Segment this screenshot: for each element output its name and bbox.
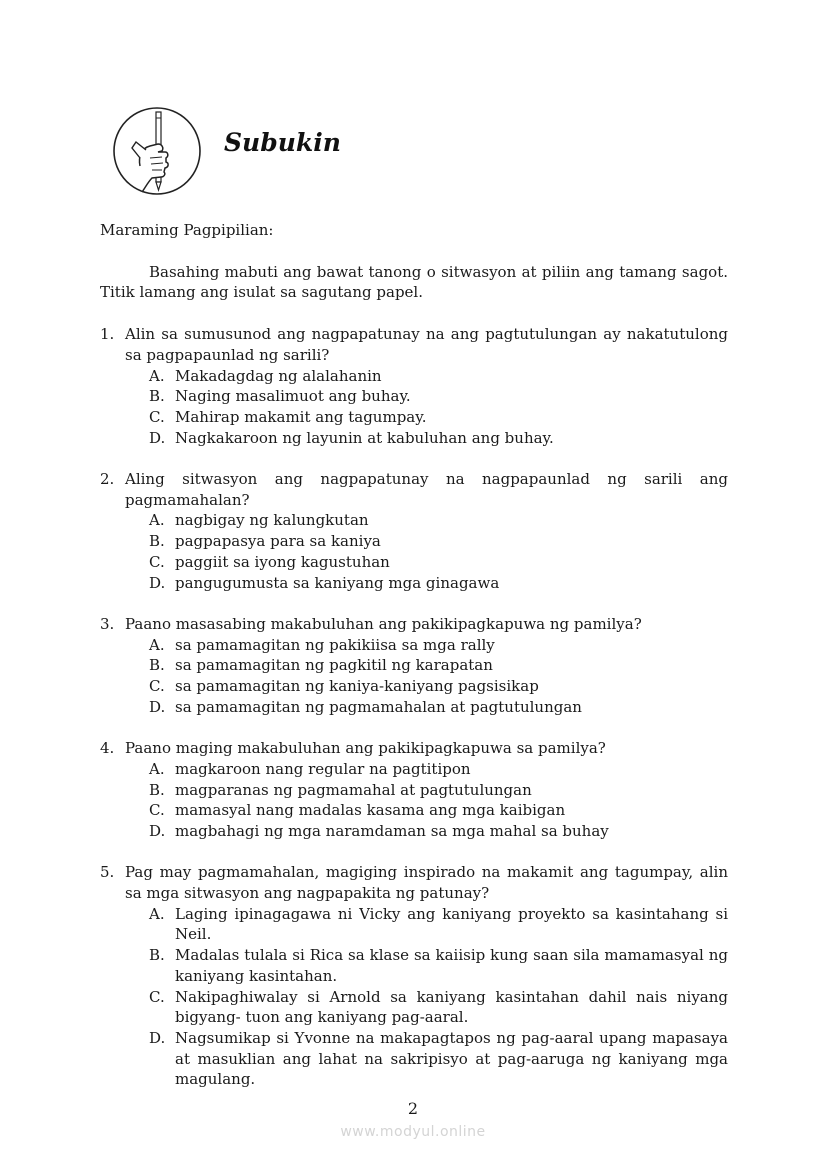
choice-letter: D. <box>149 1028 166 1047</box>
choice-letter: D. <box>149 428 166 447</box>
choice-item <box>100 945 728 986</box>
section-header <box>112 106 412 198</box>
choice-letter: B. <box>149 656 165 675</box>
question-text: Alin sa sumusunod ang nagpapatunay na ang pagtutulungan ay nakatutulong sa pagpapaunlad ng sarili? <box>125 325 728 364</box>
choice-item <box>100 531 728 552</box>
question-text: Pag may pagmamahalan, magiging inspirado na makamit ang tagumpay, alin sa mga sitwasyon ang nagpapakita ng patunay? <box>125 863 728 903</box>
choice-text: Nakipaghiwalay si Arnold sa kaniyang kasintahan dahil nais niyang bigyang- tuon ang kaniyang pag-aaral. <box>175 987 728 1027</box>
choice-item <box>100 697 728 718</box>
choice-item <box>100 573 728 594</box>
choice-item <box>100 780 728 801</box>
question-text: Paano masasabing makabuluhan ang pakikipagkapuwa ng pamilya? <box>125 614 642 633</box>
choice-letter: D. <box>149 697 166 716</box>
question-number: 3. <box>100 614 115 633</box>
choice-item <box>100 800 728 821</box>
choice-letter: A. <box>149 904 165 923</box>
choice-item <box>100 407 728 428</box>
choice-item <box>100 366 728 387</box>
choice-letter: A. <box>149 759 165 778</box>
choice-text: sa pamamagitan ng kaniya-kaniyang pagsisikap <box>175 677 539 696</box>
choice-item <box>100 428 728 449</box>
choice-item <box>100 904 728 945</box>
choice-text: Madalas tulala si Rica sa klase sa kaiisip kung saan sila mamamasyal ng kaniyang kasintahan. <box>175 946 728 985</box>
choice-text: magparanas ng pagmamahal at pagtutulungan <box>175 780 532 799</box>
choice-text: sa pamamagitan ng pagkitil ng karapatan <box>175 656 493 675</box>
choice-item <box>100 821 728 842</box>
choice-list <box>100 635 728 718</box>
choice-text: Laging ipinagagawa ni Vicky ang kaniyang proyekto sa kasintahang si Neil. <box>175 904 728 944</box>
choice-text: sa pamamagitan ng pagmamahalan at pagtutulungan <box>175 697 582 716</box>
choice-text: Nagsumikap si Yvonne na makapagtapos ng pag-aaral upang mapasaya at masuklian ang lahat na sakripisyo at pag-aaruga ng kaniyang mga magulang. <box>175 1028 728 1089</box>
choice-item <box>100 987 728 1028</box>
choice-item <box>100 552 728 573</box>
choice-letter: A. <box>149 511 165 530</box>
choice-item <box>100 386 728 407</box>
choice-text: paggiit sa iyong kagustuhan <box>175 552 390 571</box>
choice-letter: C. <box>149 552 165 571</box>
question-item <box>100 862 728 1090</box>
choice-text: Naging masalimuot ang buhay. <box>175 387 411 406</box>
choice-text: pangugumusta sa kaniyang mga ginagawa <box>175 573 500 592</box>
section-title: Subukin <box>224 128 341 157</box>
choice-letter: B. <box>149 532 165 551</box>
choice-list <box>100 366 728 449</box>
question-text: Paano maging makabuluhan ang pakikipagkapuwa sa pamilya? <box>125 739 606 758</box>
choice-letter: D. <box>149 573 166 592</box>
question-item <box>100 614 728 718</box>
question-number: 1. <box>100 325 115 344</box>
choice-letter: B. <box>149 387 165 406</box>
choice-text: magkaroon nang regular na pagtitipon <box>175 759 471 778</box>
choice-text: Mahirap makamit ang tagumpay. <box>175 407 427 426</box>
choice-letter: A. <box>149 366 165 385</box>
choice-text: Nagkakaroon ng layunin at kabuluhan ang buhay. <box>175 428 554 447</box>
question-number: 4. <box>100 739 115 758</box>
choice-text: Makadagdag ng alalahanin <box>175 366 382 385</box>
choice-letter: C. <box>149 801 165 820</box>
intro-label: Maraming Pagpipilian: <box>100 221 274 239</box>
question-item <box>100 469 728 593</box>
choice-item <box>100 676 728 697</box>
choice-item <box>100 635 728 656</box>
choice-item <box>100 655 728 676</box>
instructions: Basahing mabuti ang bawat tanong o sitwasyon at piliin ang tamang sagot. Titik lamang ang isulat sa sagutang papel. <box>100 262 728 302</box>
choice-letter: B. <box>149 780 165 799</box>
choice-text: nagbigay ng kalungkutan <box>175 511 369 530</box>
watermark: www.modyul.online <box>340 1124 486 1140</box>
choice-letter: B. <box>149 946 165 965</box>
choice-list <box>100 904 728 1090</box>
choice-list <box>100 759 728 842</box>
choice-item <box>100 510 728 531</box>
question-text: Aling sitwasyon ang nagpapatunay na nagpapaunlad ng sarili ang pagmamahalan? <box>125 470 728 509</box>
question-number: 5. <box>100 863 115 882</box>
choice-text: magbahagi ng mga naramdaman sa mga mahal sa buhay <box>175 821 609 840</box>
choice-letter: D. <box>149 821 166 840</box>
choice-text: pagpapasya para sa kaniya <box>175 532 381 551</box>
choice-item <box>100 759 728 780</box>
choice-list <box>100 510 728 593</box>
question-item <box>100 324 728 448</box>
choice-letter: A. <box>149 635 165 654</box>
choice-letter: C. <box>149 407 165 426</box>
quiz-content <box>100 220 728 1111</box>
hand-holding-pencil-icon <box>112 106 202 196</box>
choice-letter: C. <box>149 677 165 696</box>
page-number: 2 <box>407 1099 419 1118</box>
choice-text: mamasyal nang madalas kasama ang mga kaibigan <box>175 801 566 820</box>
question-number: 2. <box>100 470 115 489</box>
choice-text: sa pamamagitan ng pakikiisa sa mga rally <box>175 635 495 654</box>
choice-item <box>100 1028 728 1090</box>
choice-letter: C. <box>149 987 165 1006</box>
question-item <box>100 738 728 842</box>
